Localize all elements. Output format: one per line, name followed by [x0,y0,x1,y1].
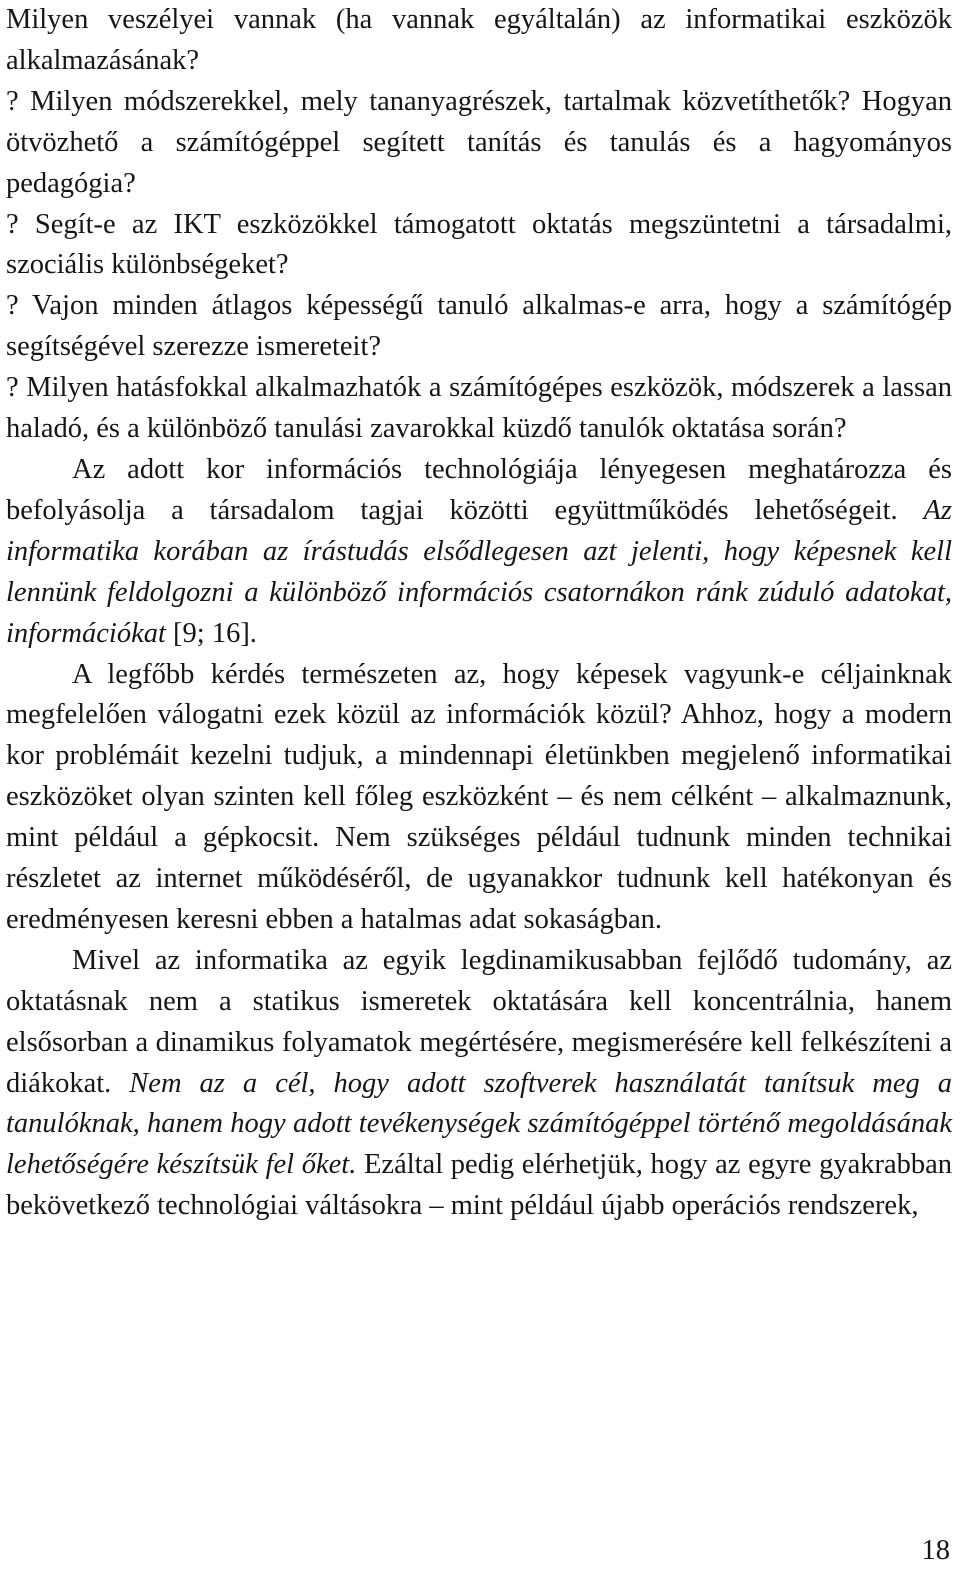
paragraph-dynamic-italic: Nem az a cél, hogy adott szoftverek használatát tanítsuk meg a tanulóknak, hanem hogy adott tevékenységek számítógéppel történő megoldásának lehetőségére készítsük fel őket. [6,1067,952,1181]
citation: [9; 16]. [173,617,257,649]
paragraph-main-question: A legfőbb kérdés természeten az, hogy képesek vagyunk-e céljainknak megfelelően válogatni ezek közül az információk közül? Ahhoz, hogy a modern kor problémáit kezelni tudjuk, a mindennapi életünkben megjelenő informatikai eszközöket olyan szinten kell főleg eszközként – és nem célként – alkalmaznunk, mint például a gépkocsit. Nem szükséges például tudnunk minden technikai részletet az internet működéséről, de ugyanakkor tudnunk kell hatékonyan és eredményesen keresni ebben a hatalmas adat sokaságban. [6,658,952,935]
paragraph-literacy [6,450,952,655]
paragraph-dynamic-science [6,941,952,1227]
paragraph-literacy-text: Az adott kor információs technológiája lényegesen meghatározza és befolyásolja a társadalom tagjai közötti együttműködés lehetőségeit. [6,453,952,526]
question-3: ? Segít-e az IKT eszközökkel támogatott oktatás megszüntetni a társadalmi, szociális különbségeket? [6,208,952,281]
question-5: ? Milyen hatásfokkal alkalmazhatók a számítógépes eszközök, módszerek a lassan haladó, és a különböző tanulási zavarokkal küzdő tanulók oktatása során? [6,372,952,445]
page-number: 18 [921,1535,950,1566]
question-1: Milyen veszélyei vannak (ha vannak egyáltalán) az informatikai eszközök alkalmazásának? [6,4,952,76]
paragraph-dynamic-text: Mivel az informatika az egyik legdinamikusabban fejlődő tudomány, az oktatásnak nem a statikus ismeretek oktatására kell koncentrálnia, hanem elsősorban a dinamikus folyamatok megértésére, megismerésére kell felkészíteni a diákokat. [6,944,952,1099]
paragraph-literacy-italic: Az informatika korában az írástudás elsődlegesen azt jelenti, hogy képesnek kell lennünk feldolgozni a különböző információs csatornákon ránk zúduló adatokat, információkat [6,494,952,649]
question-4: ? Vajon minden átlagos képességű tanuló alkalmas-e arra, hogy a számítógép segítségével szerezze ismereteit? [6,290,952,363]
body-text [6,0,952,1227]
paragraph-dynamic-text2: Ezáltal pedig elérhetjük, hogy az egyre gyakrabban bekövetkező technológiai váltásokra – mint például újabb operációs rendszerek, [6,1149,953,1222]
question-2: ? Milyen módszerekkel, mely tananyagrészek, tartalmak közvetíthetők? Hogyan ötvözhető a számítógéppel segített tanítás és tanulás és a hagyományos pedagógia? [6,85,952,199]
